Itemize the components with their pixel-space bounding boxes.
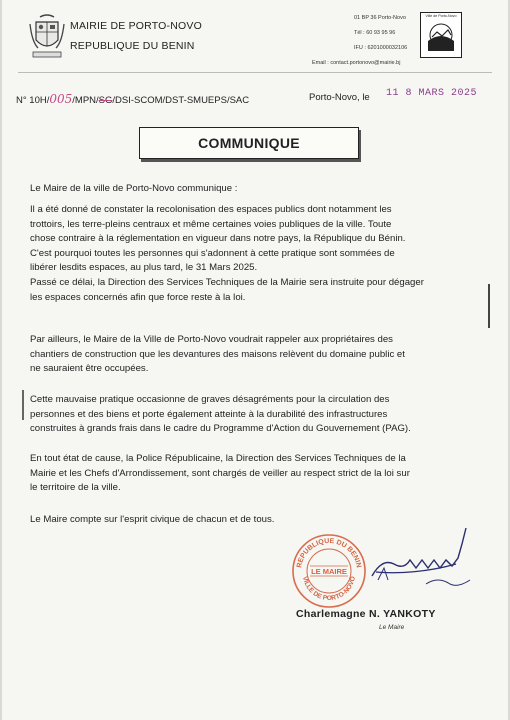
header-divider [18, 72, 492, 73]
mairie-name: MAIRIE DE PORTO-NOVO [70, 20, 202, 32]
page-title: COMMUNIQUE [198, 135, 300, 151]
paragraph-line: les espaces concernés afin que force reste à la loi. [30, 291, 246, 303]
margin-mark [22, 390, 24, 420]
paragraph-line: libérer lesdits espaces, au plus tard, le 31 Mars 2025. [30, 262, 258, 274]
stamp-center-text: LE MAIRE [311, 567, 347, 576]
paragraph-line: En tout état de cause, la Police Républicaine, la Direction des Services Techniques de la [30, 453, 406, 464]
republique-name: REPUBLIQUE DU BENIN [70, 40, 195, 52]
reference-number [16, 92, 249, 106]
reference-handwritten-number: 005 [49, 92, 73, 106]
reference-struck-sg: SG [98, 95, 113, 106]
paragraph-line: personnes et des biens et porte également atteinte à la durabilité des infrastructures [30, 408, 388, 420]
place-label: Porto-Novo, le [309, 92, 370, 103]
margin-mark [488, 284, 490, 328]
communique-title-box [139, 127, 359, 159]
paragraph-line: construites à grands frais dans le cadre du Programme d'Action du Gouvernement (PAG). [30, 423, 411, 435]
paragraph-line: Il a été donné de constater la recolonisation des espaces publics dont notamment les [30, 204, 392, 215]
paragraph-line: Par ailleurs, le Maire de la Ville de Porto-Novo voudrait rappeler aux propriétaires des [30, 334, 393, 345]
reference-mid-2: /DSI-SCOM/DST-SMUEPS/SAC [112, 95, 250, 106]
official-stamp [290, 532, 368, 610]
porto-novo-city-logo [420, 12, 462, 58]
paragraph-1 [30, 203, 482, 305]
paragraph-line: Cette mauvaise pratique occasionne de graves désagréments pour la circulation des [30, 394, 390, 405]
paragraph-line: le territoire de la ville. [30, 482, 121, 494]
reference-prefix: N° 10H/ [16, 95, 50, 106]
paragraph-line: Mairie et les Chefs d'Arrondissement, sont chargés de veiller au respect strict de la loi sur [30, 467, 410, 479]
paragraph-line: chose contraire à la réglementation en vigueur dans notre pays, la République du Bénin. [30, 233, 406, 245]
stamp-bottom-text: VILLE DE PORTO-NOVO [301, 575, 357, 603]
stamp-top-text: REPUBLIQUE DU BENIN [296, 537, 362, 569]
handwritten-signature [358, 514, 478, 594]
benin-coat-of-arms-logo [28, 14, 66, 60]
intro-line: Le Maire de la ville de Porto-Novo communique : [30, 183, 238, 194]
signatory-role: Le Maire [379, 624, 405, 631]
postal-address: 01 BP 36 Porto-Novo [354, 15, 406, 21]
paragraph-line: ne sauraient être occupées. [30, 363, 149, 375]
closing-line: Le Maire compte sur l'esprit civique de chacun et de tous. [30, 514, 275, 525]
paragraph-line: trottoirs, les terre-pleins centraux et même certaines voies publiques de la ville. Toute [30, 218, 392, 230]
email-address: Email : contact.portonovo@mairie.bj [312, 60, 401, 66]
svg-text:VILLE DE PORTO-NOVO [301, 576, 357, 602]
ifu-number: IFU : 6201000032106 [354, 45, 408, 51]
paragraph-3 [30, 393, 482, 437]
paragraph-line: Passé ce délai, la Direction des Services Techniques de la Mairie sera instruite pour dégager [30, 276, 424, 288]
paragraph-line: C'est pourquoi toutes les personnes qui s'adonnent à cette pratique sont sommées de [30, 247, 395, 259]
logo-caption: Ville de Porto-Novo [425, 14, 457, 18]
phone-number: Tél : 60 93 95 96 [354, 30, 396, 36]
paragraph-2 [30, 333, 482, 377]
reference-mid-1: /MPN/ [72, 95, 99, 106]
date-stamp: 11 8 MARS 2025 [386, 88, 478, 99]
city-emblem-icon [424, 21, 458, 54]
signatory-name: Charlemagne N. YANKOTY [296, 608, 436, 620]
paragraph-line: chantiers de construction que les devantures des maisons relèvent du domaine public et [30, 348, 405, 360]
document-page [2, 0, 508, 720]
paragraph-4 [30, 452, 482, 496]
